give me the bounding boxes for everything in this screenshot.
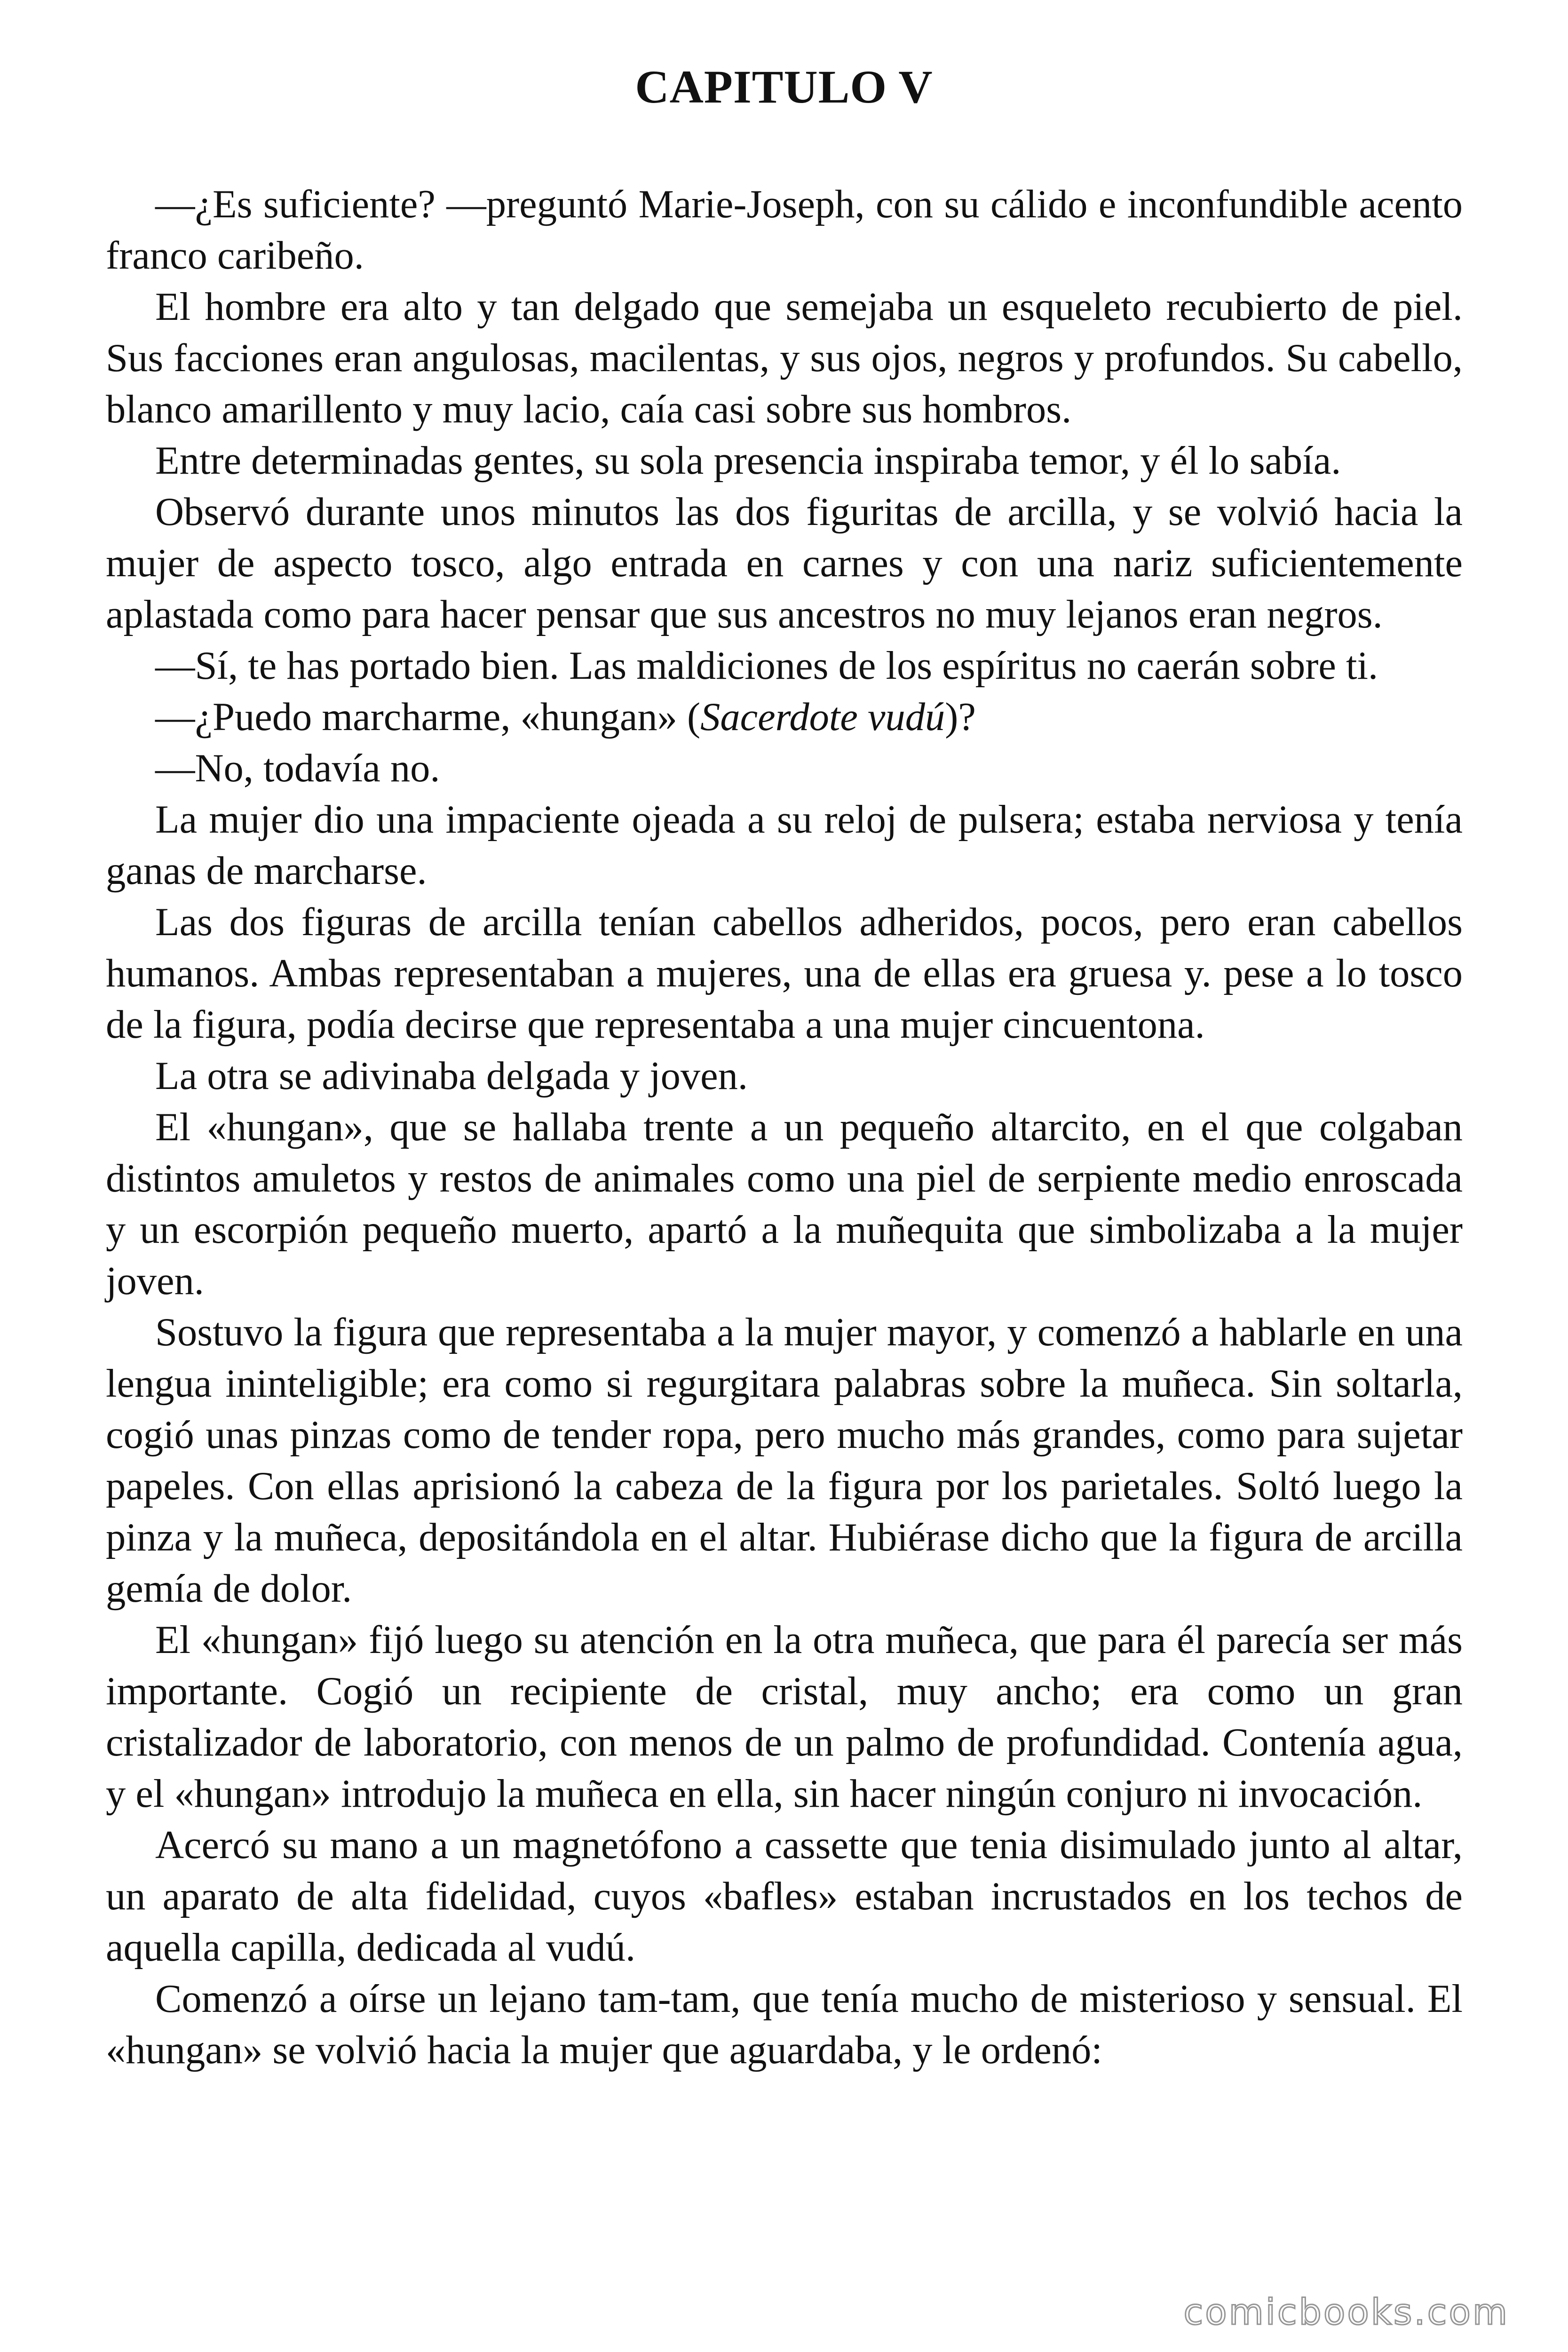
paragraph: Observó durante unos minutos las dos figuritas de arcilla, y se volvió hacia la mujer de aspecto tosco, algo entrada en carnes y con una nariz suficientemente aplastada como para hacer pensar que sus ancestros no muy lejanos eran negros.: [106, 490, 1463, 636]
chapter-body: [106, 179, 1463, 2076]
italic-gloss: Sacerdote vudú: [700, 695, 945, 739]
watermark: comicbooks.com: [1183, 2291, 1509, 2333]
dialogue-text: —¿Puedo marcharme, «hungan» (: [155, 695, 701, 739]
paragraph: La mujer dio una impaciente ojeada a su reloj de pulsera; estaba nerviosa y tenía ganas de marcharse.: [106, 798, 1463, 893]
paragraph: El «hungan» fijó luego su atención en la otra muñeca, que para él parecía ser más importante. Cogió un recipiente de cristal, muy ancho; era como un gran cristalizador de laboratorio, con menos de un palmo de profundidad. Contenía agua, y el «hungan» introdujo la muñeca en ella, sin hacer ningún conjuro ni invocación.: [106, 1618, 1463, 1816]
paragraph: Las dos figuras de arcilla tenían cabellos adheridos, pocos, pero eran cabellos humanos. Ambas representaban a mujeres, una de ellas era gruesa y. pese a lo tosco de la figura, podía decirse que representaba a una mujer cincuentona.: [106, 900, 1463, 1047]
paragraph: Comenzó a oírse un lejano tam-tam, que tenía mucho de misterioso y sensual. El «hungan» se volvió hacia la mujer que aguardaba, y le ordenó:: [106, 1977, 1463, 2072]
paragraph: Acercó su mano a un magnetófono a cassette que tenia disimulado junto al altar, un aparato de alta fidelidad, cuyos «bafles» estaban incrustados en los techos de aquella capilla, dedicada al vudú.: [106, 1823, 1463, 1970]
paragraph: —No, todavía no.: [155, 747, 440, 790]
paragraph: —Sí, te has portado bien. Las maldiciones de los espíritus no caerán sobre ti.: [155, 644, 1378, 688]
paragraph: Entre determinadas gentes, su sola presencia inspiraba temor, y él lo sabía.: [155, 439, 1341, 483]
paragraph: La otra se adivinaba delgada y joven.: [155, 1054, 748, 1098]
chapter-title: CAPITULO V: [635, 61, 933, 113]
paragraph: El hombre era alto y tan delgado que semejaba un esqueleto recubierto de piel. Sus facciones eran angulosas, macilentas, y sus ojos, negros y profundos. Su cabello, blanco amarillento y muy lacio, caía casi sobre sus hombros.: [106, 285, 1463, 431]
paragraph: Sostuvo la figura que representaba a la mujer mayor, y comenzó a hablarle en una lengua ininteligible; era como si regurgitara palabras sobre la muñeca. Sin soltarla, cogió unas pinzas como de tender ropa, pero mucho más grandes, como para sujetar papeles. Con ellas aprisionó la cabeza de la figura por los parietales. Soltó luego la pinza y la muñeca, depositándola en el altar. Hubiérase dicho que la figura de arcilla gemía de dolor.: [106, 1311, 1463, 1611]
paragraph: [106, 691, 1463, 743]
dialogue-text: )?: [945, 695, 976, 739]
paragraph: —¿Es suficiente? —preguntó Marie-Joseph, con su cálido e inconfundible acento franco caribeño.: [106, 183, 1463, 278]
paragraph: El «hungan», que se hallaba trente a un pequeño altarcito, en el que colgaban distintos amuletos y restos de animales como una piel de serpiente medio enroscada y un escorpión pequeño muerto, apartó a la muñequita que simbolizaba a la mujer joven.: [106, 1105, 1463, 1303]
